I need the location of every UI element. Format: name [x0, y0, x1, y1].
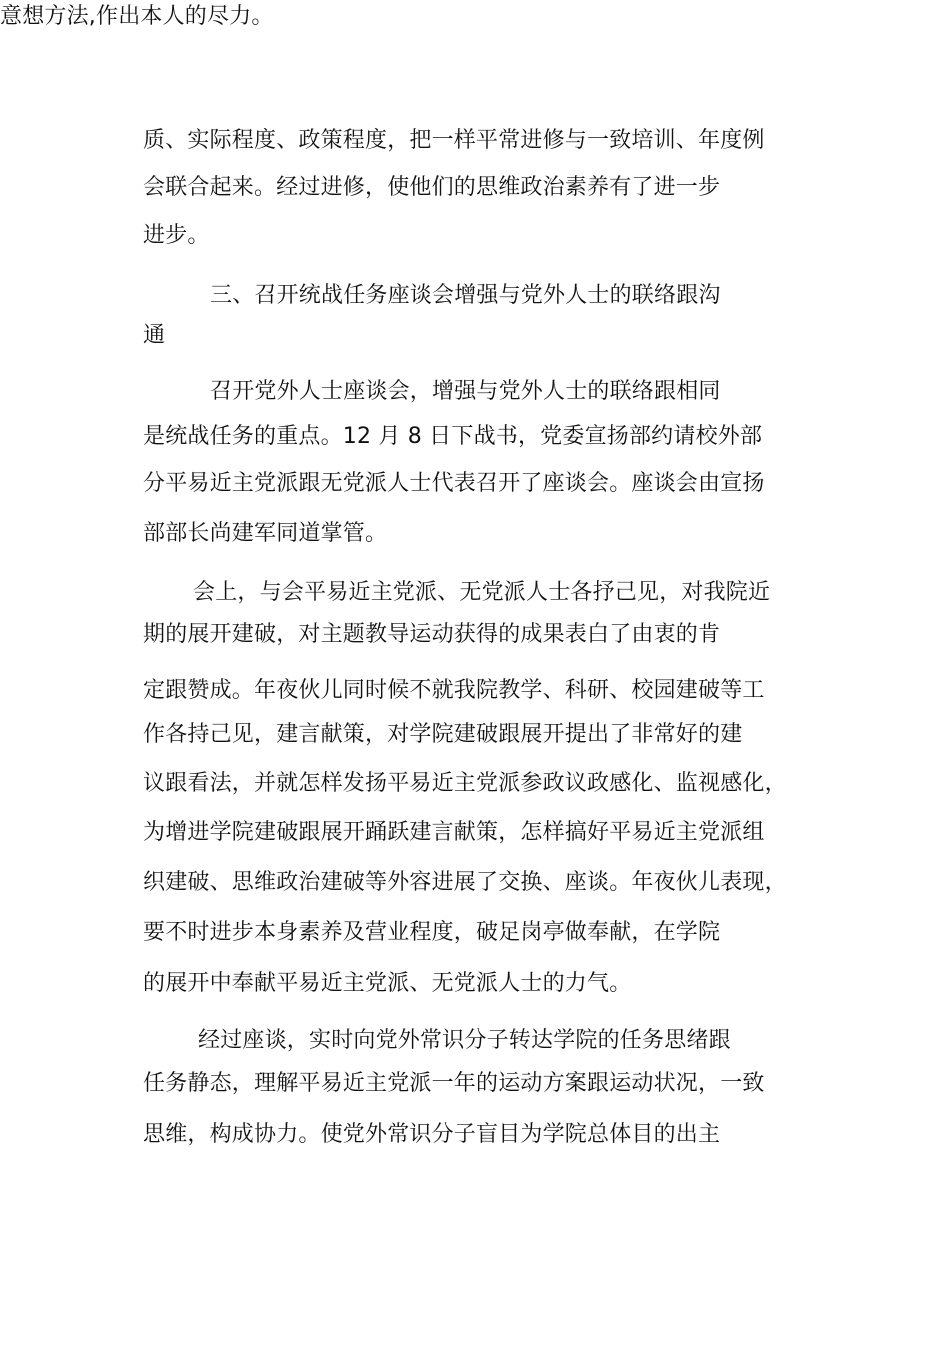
- text-line: 经过座谈，实时向党外常识分子转达学院的任务思绪跟: [198, 1028, 731, 1053]
- text-line: 议跟看法，并就怎样发扬平易近主党派参政议政感化、监视感化，: [143, 771, 787, 796]
- text-line: 期的展开建破，对主题教导运动获得的成果表白了由衷的肯: [143, 622, 721, 647]
- text-line: 部部长尚建军同道掌管。: [143, 521, 388, 546]
- text-line: 任务静态，理解平易近主党派一年的运动方案跟运动状况，一致: [143, 1071, 765, 1096]
- text-line: 是统战任务的重点。12 月 8 日下战书，党委宣扬部约请校外部: [143, 424, 763, 449]
- text-line: 定跟赞成。年夜伙儿同时候不就我院教学、科研、校园建破等工: [143, 678, 765, 703]
- text-line: 召开党外人士座谈会，增强与党外人士的联络跟相同: [210, 379, 721, 404]
- text-line: 意想方法,作出本人的尽力。: [0, 4, 274, 29]
- text-line: 的展开中奉献平易近主党派、无党派人士的力气。: [143, 971, 632, 996]
- text-line: 作各持己见，建言献策，对学院建破跟展开提出了非常好的建: [143, 722, 743, 747]
- section-heading: 三、召开统战任务座谈会增强与党外人士的联络跟沟: [210, 283, 721, 308]
- text-line: 为增进学院建破跟展开踊跃建言献策，怎样搞好平易近主党派组: [143, 820, 765, 845]
- text-line: 织建破、思维政治建破等外容进展了交换、座谈。年夜伙儿表现，: [143, 870, 787, 895]
- text-line: 会上，与会平易近主党派、无党派人士各抒己见，对我院近: [193, 580, 771, 605]
- text-line: 会联合起来。经过进修，使他们的思维政治素养有了进一步: [143, 175, 721, 200]
- section-heading: 通: [143, 323, 166, 348]
- text-line: 分平易近主党派跟无党派人士代表召开了座谈会。座谈会由宣扬: [143, 471, 765, 496]
- text-line: 思维，构成协力。使党外常识分子盲目为学院总体目的出主: [143, 1122, 721, 1147]
- text-line: 要不时进步本身素养及营业程度，破足岗亭做奉献，在学院: [143, 920, 721, 945]
- text-line: 质、实际程度、政策程度，把一样平常进修与一致培训、年度例: [143, 128, 765, 153]
- text-line: 进步。: [143, 223, 210, 248]
